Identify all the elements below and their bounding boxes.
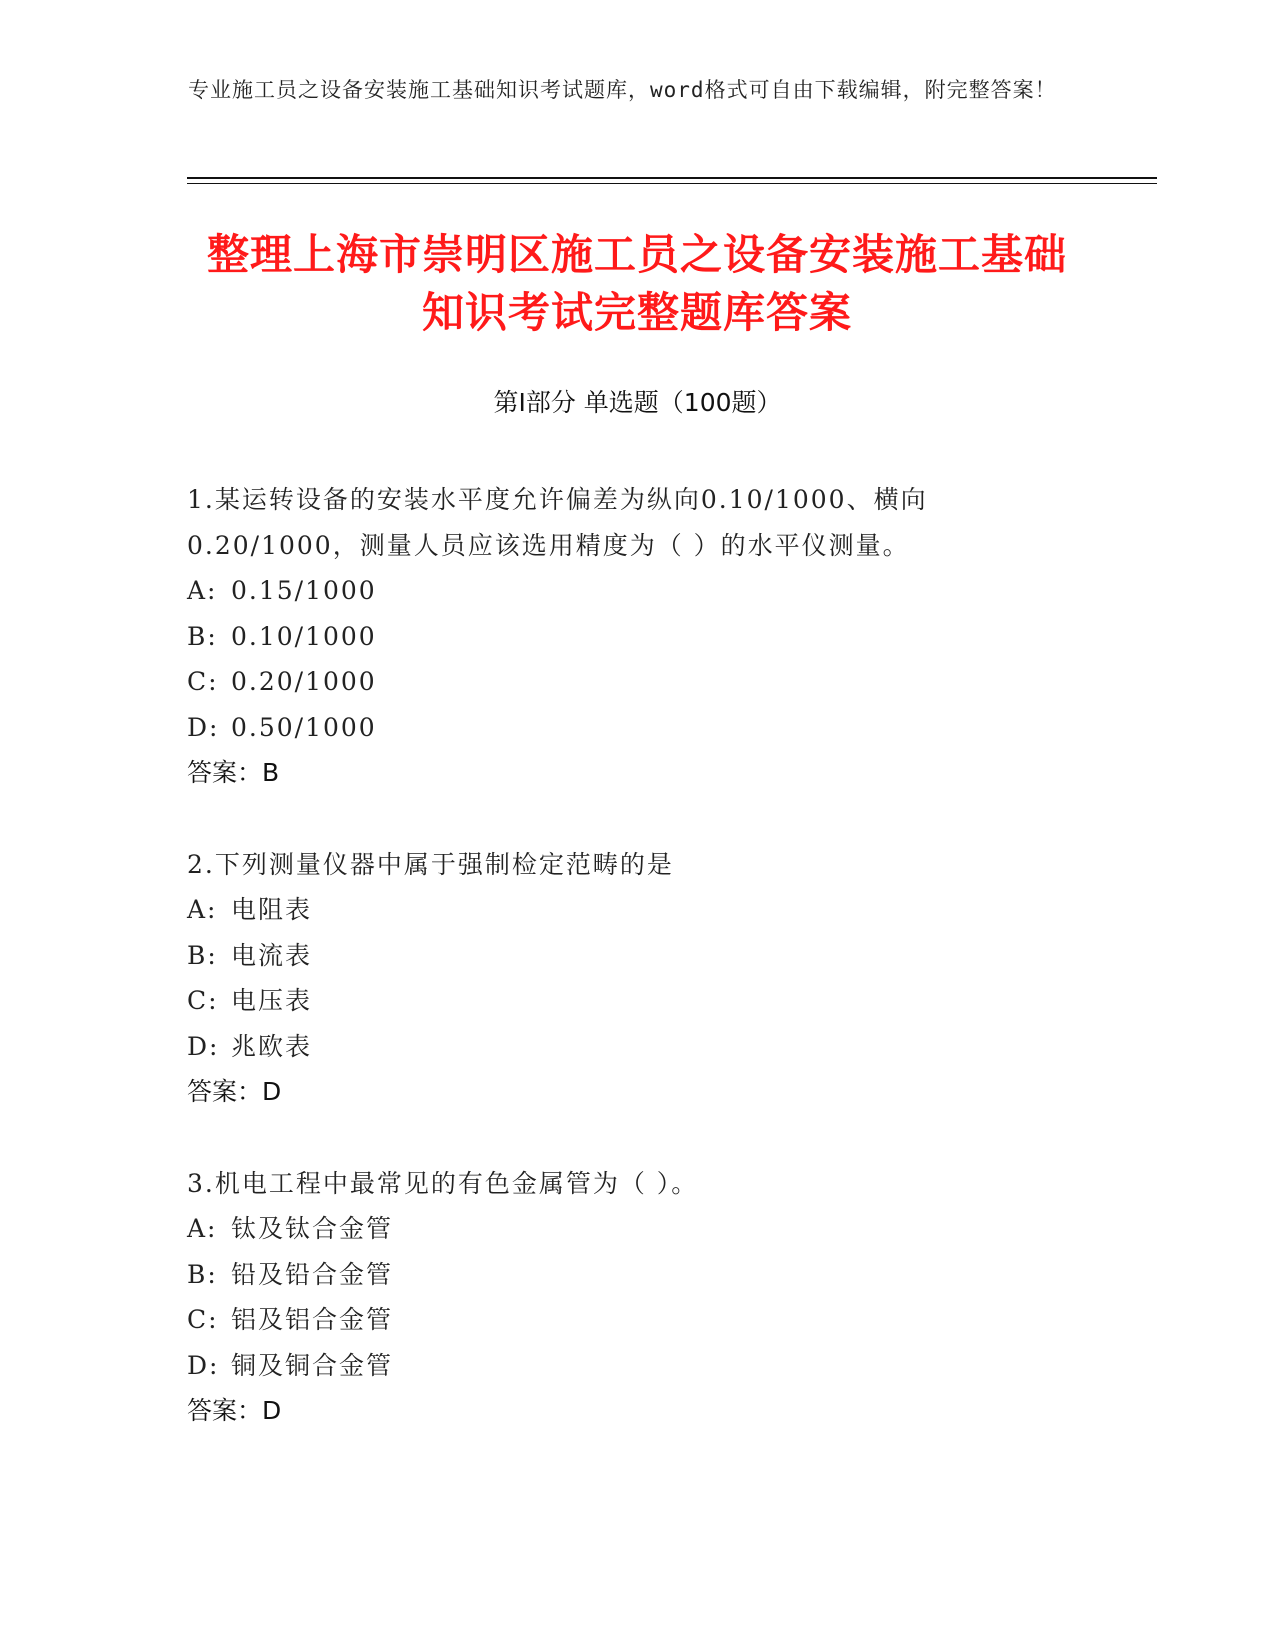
question-stem: 3.机电工程中最常见的有色金属管为（ ）。: [187, 1168, 699, 1198]
option-a: [187, 568, 1087, 614]
header-divider-thick: [187, 177, 1157, 179]
option-text: 铅及铅合金管: [231, 1259, 394, 1289]
option-c: [187, 659, 1087, 705]
document-title: 整理上海市崇明区施工员之设备安装施工基础知识考试完整题库答案: [206, 230, 1067, 337]
option-key: C:: [187, 986, 219, 1015]
option-key: D:: [187, 1031, 220, 1061]
option-text: 0.50/1000: [231, 712, 377, 742]
question-1: [187, 477, 1087, 796]
option-key: A:: [187, 895, 218, 924]
option-d: [187, 705, 1087, 751]
option-text: 电流表: [231, 940, 313, 970]
answer-line: 答案：D: [187, 1396, 282, 1425]
option-c: [187, 1297, 1087, 1343]
option-b: [187, 614, 1087, 660]
option-key: C:: [187, 667, 219, 696]
option-key: B:: [187, 940, 218, 970]
section-heading: 第Ⅰ部分 单选题（100题）: [493, 388, 782, 417]
option-text: 铜及铜合金管: [231, 1350, 394, 1380]
option-text: 0.10/1000: [231, 621, 377, 651]
question-3: [187, 1161, 1087, 1434]
question-list: [187, 477, 1087, 1480]
option-a: [187, 1206, 1087, 1252]
option-b: [187, 1252, 1087, 1298]
option-d: [187, 1024, 1087, 1070]
option-text: 兆欧表: [231, 1031, 313, 1061]
question-stem: 2.下列测量仪器中属于强制检定范畴的是: [187, 849, 674, 879]
option-text: 电压表: [231, 986, 313, 1015]
option-text: 铝及铝合金管: [231, 1305, 394, 1334]
header-note: 专业施工员之设备安装施工基础知识考试题库，word格式可自由下载编辑，附完整答案！: [188, 78, 1057, 102]
option-key: C:: [187, 1305, 219, 1334]
question-2: [187, 842, 1087, 1115]
option-key: B:: [187, 1259, 218, 1289]
option-text: 0.15/1000: [231, 576, 377, 605]
header-divider-thin: [187, 183, 1157, 184]
option-b: [187, 933, 1087, 979]
option-key: A:: [187, 576, 218, 605]
option-c: [187, 978, 1087, 1024]
question-stem: 1.某运转设备的安装水平度允许偏差为纵向0.10/1000、横向0.20/1000，测量人员应该选用精度为（ ）的水平仪测量。: [187, 485, 928, 560]
option-d: [187, 1343, 1087, 1389]
option-text: 电阻表: [231, 895, 313, 924]
option-a: [187, 887, 1087, 933]
option-key: D:: [187, 712, 220, 742]
answer-line: 答案：B: [187, 758, 280, 787]
answer-line: 答案：D: [187, 1077, 282, 1106]
option-text: 钛及钛合金管: [231, 1214, 394, 1243]
option-key: A:: [187, 1214, 218, 1243]
option-key: B:: [187, 621, 218, 651]
option-text: 0.20/1000: [231, 667, 377, 696]
option-key: D:: [187, 1350, 220, 1380]
